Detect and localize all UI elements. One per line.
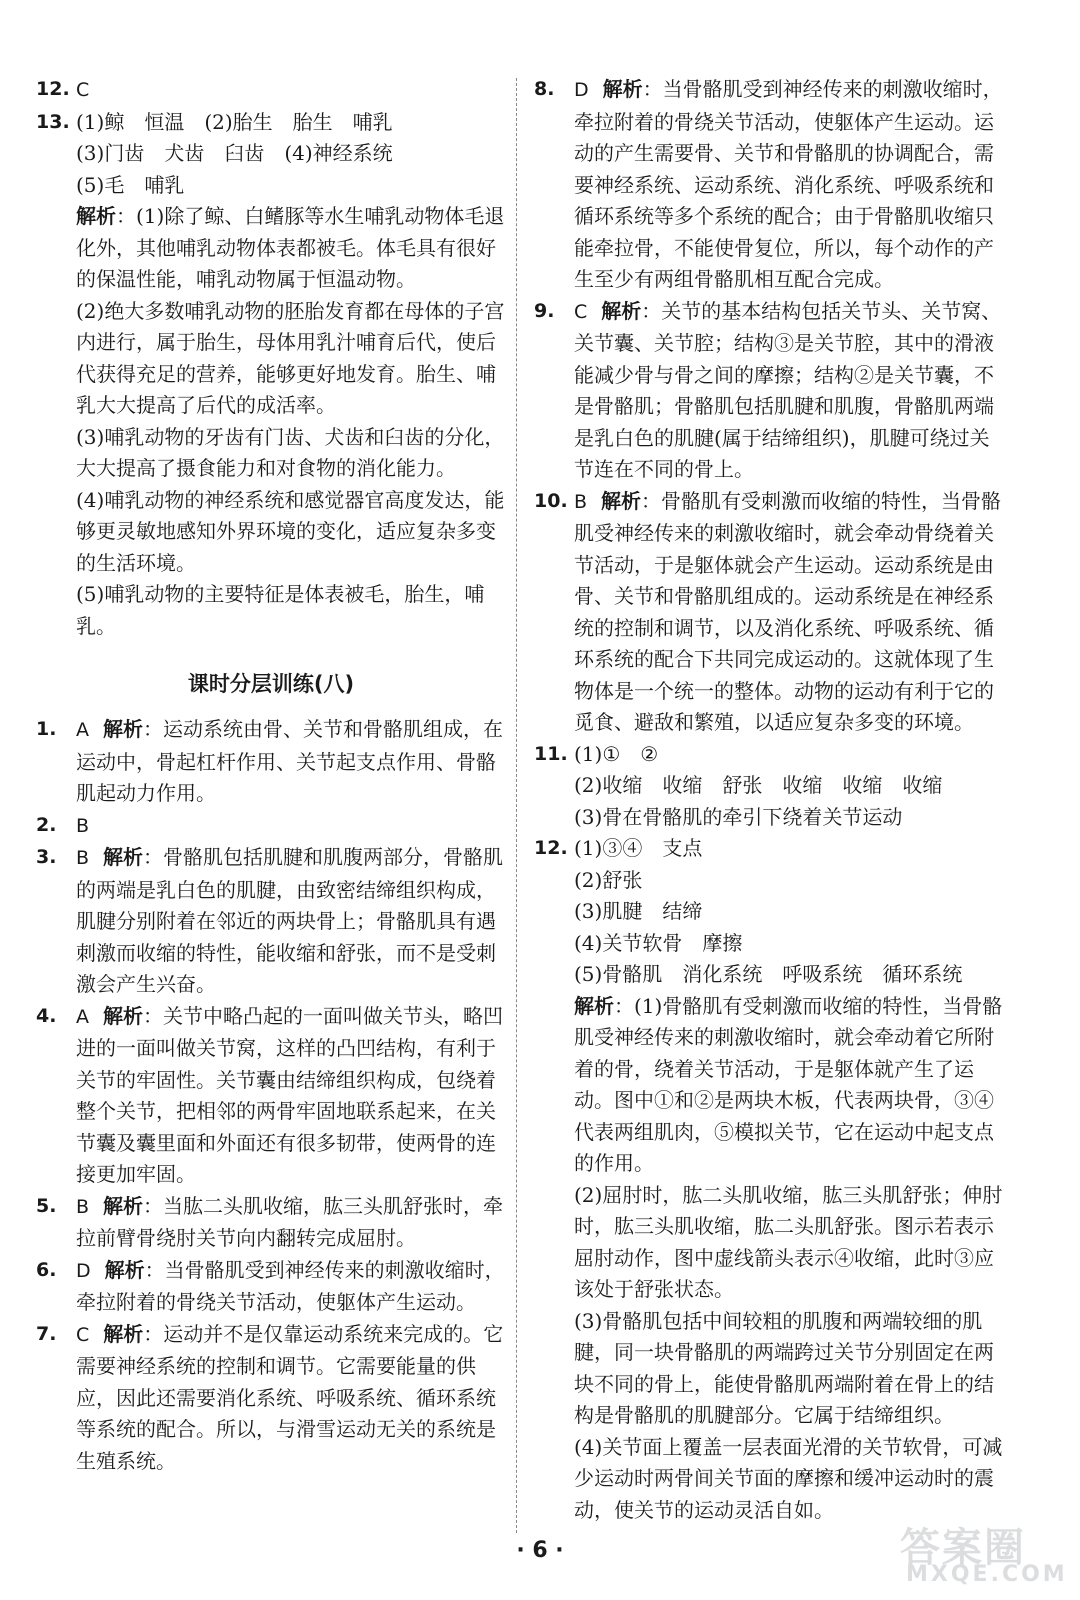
answer-choice: B bbox=[76, 847, 90, 869]
analysis-label: 解析 bbox=[602, 77, 643, 101]
analysis-text: ：运动系统由骨、关节和骨骼肌组成，在运动中，骨起杠杆作用、关节起支点作用、骨骼肌起动力作用。 bbox=[76, 717, 503, 805]
answer-line: (1)鲸 恒温 (2)胎生 胎生 哺乳 bbox=[76, 109, 393, 134]
answer-choice: A bbox=[76, 719, 89, 741]
analysis-paragraph: (2)绝大多数哺乳动物的胚胎发育都在母体的子宫内进行，属于胎生，母体用乳汁哺育后代，使后代获得充足的营养，能够更好地发育。胎生、哺乳大大提高了后代的成活率。 bbox=[76, 298, 505, 417]
analysis-text: ：骨骼肌包括肌腱和肌腹两部分，骨骼肌的两端是乳白色的肌腱，由致密结缔组织构成，肌腱分别附着在邻近的两块骨上；骨骼肌具有遇刺激而收缩的特性，能收缩和舒张，而不是受刺激会产生兴奋。 bbox=[76, 845, 504, 996]
answer-choice: C bbox=[76, 1323, 90, 1346]
analysis-paragraph: (3)哺乳动物的牙齿有门齿、犬齿和臼齿的分化，大大提高了摄食能力和对食物的消化能力。 bbox=[76, 424, 505, 480]
answer-item bbox=[534, 296, 1004, 486]
answer-choice: B bbox=[574, 490, 588, 513]
analysis-label: 解析 bbox=[103, 1321, 144, 1346]
answer-item bbox=[534, 739, 1004, 834]
analysis-text: ：当骨骼肌受到神经传来的刺激收缩时，牵拉附着的骨绕关节活动，使躯体产生运动。运动的产生需要骨、关节和骨骼肌的协调配合，需要神经系统、运动系统、消化系统、呼吸系统和循环系统等多个系统的配合；由于骨骼肌收缩只能牵拉骨，不能使骨复位，所以，每个动作的产生至少有两组骨骼肌相互配合完成。 bbox=[574, 77, 1003, 291]
left-column bbox=[36, 74, 506, 1477]
question-number: 1. bbox=[36, 718, 57, 740]
answer-line: (1)① ② bbox=[574, 741, 659, 766]
analysis-text: ：运动并不是仅靠运动系统来完成的。它需要神经系统的控制和调节。它需要能量的供应，因此还需要消化系统、呼吸系统、循环系统等系统的配合。所以，与滑雪运动无关的系统是生殖系统。 bbox=[76, 1321, 504, 1473]
answer-choice: C bbox=[574, 300, 588, 323]
answer-item bbox=[36, 74, 506, 107]
analysis-label: 解析 bbox=[574, 993, 614, 1018]
section-title: 课时分层训练(八) bbox=[187, 672, 355, 696]
analysis-paragraph: 解析：(1)骨骼肌有受刺激而收缩的特性，当骨骼肌受神经传来的刺激收缩时，就会牵动着它所附着的骨，绕着关节活动，于是躯体就产生了运动。图中①和②是两块木板，代表两块骨，③④代表两组肌肉，⑤模拟关节，它在运动中起支点的作用。 bbox=[574, 993, 1003, 1175]
analysis-label: 解析 bbox=[601, 298, 642, 323]
answer-item bbox=[36, 107, 506, 643]
question-number: 10. bbox=[534, 489, 568, 512]
answer-item bbox=[36, 810, 506, 843]
question-number: 4. bbox=[36, 1004, 57, 1027]
analysis-paragraph: (4)哺乳动物的神经系统和感觉器官高度发达，能够更灵敏地感知外界环境的变化，适应复杂多变的生活环境。 bbox=[76, 487, 505, 575]
answer-choice: C bbox=[76, 79, 90, 101]
column-divider bbox=[516, 78, 517, 1533]
question-number: 11. bbox=[534, 742, 568, 765]
analysis-label: 解析 bbox=[103, 1193, 144, 1218]
question-number: 8. bbox=[534, 78, 555, 100]
answer-choice: D bbox=[76, 1259, 91, 1282]
analysis-label: 解析 bbox=[103, 1003, 143, 1028]
answer-item bbox=[36, 1255, 506, 1319]
answer-line: (3)门齿 犬齿 臼齿 (4)神经系统 bbox=[76, 141, 393, 165]
page-number: · 6 · bbox=[516, 1538, 564, 1563]
answer-item bbox=[534, 486, 1004, 739]
answer-item bbox=[36, 1319, 506, 1478]
answer-line: (3)骨在骨骼肌的牵引下绕着关节运动 bbox=[574, 804, 903, 829]
analysis-label: 解析 bbox=[76, 204, 116, 228]
question-number: 12. bbox=[36, 78, 70, 100]
question-number: 2. bbox=[36, 813, 57, 836]
answer-choice: B bbox=[76, 814, 90, 837]
watermark-url: MXQE.COM bbox=[906, 1562, 1068, 1587]
answer-line: (3)肌腱 结缔 bbox=[574, 899, 703, 923]
analysis-text: ：关节的基本结构包括关节头、关节窝、关节囊、关节腔；结构③是关节腔，其中的滑液能减少骨与骨之间的摩擦；结构②是关节囊，不是骨骼肌；骨骼肌包括肌腱和肌腹，骨骼肌两端是乳白色的肌腱(属于结缔组织)，肌腱可绕过关节连在不同的骨上。 bbox=[574, 298, 1002, 481]
answer-choice: D bbox=[574, 79, 589, 101]
right-column bbox=[534, 74, 1004, 1526]
question-number: 7. bbox=[36, 1322, 57, 1345]
answer-item bbox=[36, 1191, 506, 1255]
question-number: 13. bbox=[36, 110, 70, 133]
analysis-paragraph: (4)关节面上覆盖一层表面光滑的关节软骨，可减少运动时两骨间关节面的摩擦和缓冲运动时的震动，使关节的运动灵活自如。 bbox=[574, 1434, 1003, 1522]
site-watermark bbox=[892, 1516, 1068, 1590]
answer-line: (5)毛 哺乳 bbox=[76, 172, 185, 197]
answer-line: (1)③④ 支点 bbox=[574, 836, 703, 860]
answer-line: (2)收缩 收缩 舒张 收缩 收缩 收缩 bbox=[574, 773, 943, 797]
analysis-label: 解析 bbox=[103, 845, 144, 869]
analysis-text: ：关节中略凸起的一面叫做关节头，略凹进的一面叫做关节窝，这样的凸凹结构，有利于关节的牢固性。关节囊由结缔组织构成，包绕着整个关节，把相邻的两骨牢固地联系起来，在关节囊及囊里面和外面还有很多韧带，使两骨的连接更加牢固。 bbox=[76, 1003, 503, 1186]
analysis-text: ：当骨骼肌受到神经传来的刺激收缩时，牵拉附着的骨绕关节活动，使躯体产生运动。 bbox=[76, 1257, 505, 1314]
question-number: 6. bbox=[36, 1258, 57, 1281]
answer-item bbox=[534, 74, 1004, 296]
question-number: 12. bbox=[534, 837, 568, 859]
question-number: 9. bbox=[534, 299, 555, 322]
analysis-paragraph: 解析：(1)除了鲸、白鳍豚等水生哺乳动物体毛退化外，其他哺乳动物体表都被毛。体毛具有很好的保温性能，哺乳动物属于恒温动物。 bbox=[76, 204, 505, 291]
answer-item bbox=[36, 714, 506, 810]
answer-choice: B bbox=[76, 1195, 90, 1218]
analysis-paragraph: (2)屈肘时，肱二头肌收缩，肱三头肌舒张；伸肘时，肱三头肌收缩，肱二头肌舒张。图示若表示屈肘动作，图中虚线箭头表示④收缩，此时③应该处于舒张状态。 bbox=[574, 1182, 1003, 1301]
answer-item bbox=[36, 842, 506, 1001]
analysis-label: 解析 bbox=[601, 488, 642, 513]
analysis-paragraph: (3)骨骼肌包括中间较粗的肌腹和两端较细的肌腱，同一块骨骼肌的两端跨过关节分别固定在两块不同的骨上，能使骨骼肌两端附着在骨上的结构是骨骼肌的肌腱部分。它属于结缔组织。 bbox=[574, 1308, 994, 1427]
answer-line: (2)舒张 bbox=[574, 867, 643, 892]
answer-choice: A bbox=[76, 1005, 89, 1028]
answer-line: (4)关节软骨 摩擦 bbox=[574, 930, 743, 955]
question-number: 5. bbox=[36, 1194, 57, 1217]
analysis-paragraph: (5)哺乳动物的主要特征是体表被毛，胎生，哺乳。 bbox=[76, 582, 485, 638]
analysis-text: ：当肱二头肌收缩，肱三头肌舒张时，牵拉前臂骨绕肘关节向内翻转完成屈肘。 bbox=[76, 1193, 504, 1250]
analysis-label: 解析 bbox=[104, 1257, 145, 1282]
watermark-logo-text: 答案圈 bbox=[900, 1525, 1026, 1571]
question-number: 3. bbox=[36, 846, 57, 868]
answer-item bbox=[36, 1001, 506, 1191]
analysis-label: 解析 bbox=[103, 717, 143, 741]
analysis-text: ：骨骼肌有受刺激而收缩的特性，当骨骼肌受神经传来的刺激收缩时，就会牵动骨绕着关节活动，于是躯体就会产生运动。运动系统是由骨、关节和骨骼肌组成的。运动系统是在神经系统的控制和调节，以及消化系统、呼吸系统、循环系统的配合下共同完成运动的。这就体现了生物体是一个统一的整体。动物的运动有利于它的觅食、避敌和繁殖，以适应复杂多变的环境。 bbox=[574, 488, 1002, 734]
answer-item bbox=[534, 833, 1004, 1526]
answer-line: (5)骨骼肌 消化系统 呼吸系统 循环系统 bbox=[574, 962, 963, 986]
